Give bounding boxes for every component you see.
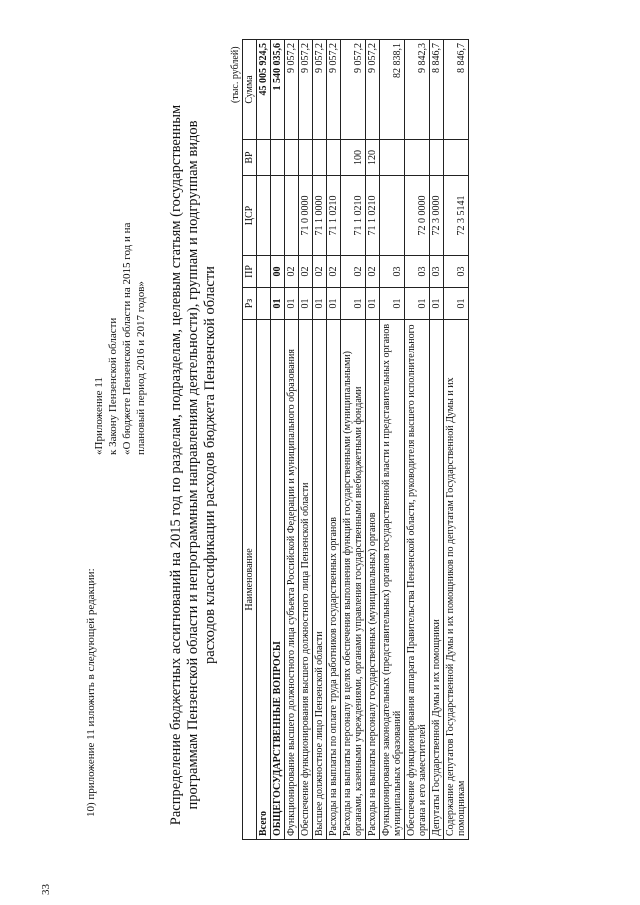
cell-pr: 03 — [380, 256, 405, 288]
cell-sum: 9 842,3 — [405, 40, 430, 140]
cell-vr — [430, 140, 444, 176]
cell-vr — [257, 140, 271, 176]
cell-sum: 9 057,2 — [313, 40, 327, 140]
cell-rz: 01 — [313, 288, 327, 320]
cell-rz: 01 — [285, 288, 299, 320]
cell-rz: 01 — [341, 288, 366, 320]
cell-pr: 03 — [444, 256, 469, 288]
title-line: программам Пензенской области и непрограммным направлениям деятельности), группам и подгруппам видов — [185, 120, 201, 810]
cell-vr — [380, 140, 405, 176]
title-line: Распределение бюджетных ассигнований на 2015 год по разделам, подразделам, целевым статьям (государственным — [168, 104, 184, 826]
appendix-line: «О бюджете Пензенской области на 2015 год и на — [121, 222, 133, 455]
cell-csr — [380, 176, 405, 256]
appendix-line: «Приложение 11 — [93, 377, 105, 455]
cell-rz — [257, 288, 271, 320]
cell-pr: 03 — [430, 256, 444, 288]
cell-vr: 100 — [341, 140, 366, 176]
cell-csr: 72 0 0000 — [405, 176, 430, 256]
cell-rz: 01 — [444, 288, 469, 320]
cell-pr: 02 — [327, 256, 341, 288]
cell-pr: 02 — [299, 256, 313, 288]
cell-csr — [271, 176, 285, 256]
cell-vr — [405, 140, 430, 176]
table-row — [285, 40, 299, 840]
table-row — [380, 40, 405, 840]
cell-sum: 9 057,2 — [366, 40, 380, 140]
cell-name: Расходы на выплаты по оплате труда работников государственных органов — [327, 320, 341, 840]
table-row — [430, 40, 444, 840]
cell-csr — [285, 176, 299, 256]
cell-pr: 03 — [405, 256, 430, 288]
cell-csr: 71 1 0210 — [341, 176, 366, 256]
header-vr: ВР — [243, 140, 257, 176]
cell-sum: 9 057,2 — [285, 40, 299, 140]
cell-vr — [299, 140, 313, 176]
cell-pr: 02 — [313, 256, 327, 288]
cell-name: Всего — [257, 320, 271, 840]
title-line: расходов классификации расходов бюджета Пензенской области — [202, 266, 218, 664]
cell-sum: 8 846,7 — [430, 40, 444, 140]
header-sum: Сумма — [243, 40, 257, 140]
header-csr: ЦСР — [243, 176, 257, 256]
table-row — [444, 40, 469, 840]
cell-vr — [313, 140, 327, 176]
cell-name: Обеспечение функционирования высшего должностного лица Пензенской области — [299, 320, 313, 840]
cell-rz: 01 — [271, 288, 285, 320]
intro-text: 10) приложение 11 изложить в следующей редакции: — [85, 568, 97, 817]
cell-name: Обеспечение функционирования аппарата Правительства Пензенской области, руководителя высшего исполнительного органа и его заместителей — [405, 320, 430, 840]
table-header-row — [243, 40, 257, 840]
cell-csr: 72 3 5141 — [444, 176, 469, 256]
header-pr: ПР — [243, 256, 257, 288]
cell-name: Содержание депутатов Государственной Думы и их помощников по депутатам Государственной Думы и их помощникам — [444, 320, 469, 840]
cell-name: Депутаты Государственной Думы и их помощники — [430, 320, 444, 840]
cell-rz: 01 — [405, 288, 430, 320]
budget-table — [242, 39, 469, 840]
cell-pr: 02 — [285, 256, 299, 288]
cell-vr — [327, 140, 341, 176]
table-row — [299, 40, 313, 840]
cell-csr: 71 0 0000 — [299, 176, 313, 256]
cell-rz: 01 — [327, 288, 341, 320]
cell-rz: 01 — [299, 288, 313, 320]
table-row — [366, 40, 380, 840]
header-rz: Рз — [243, 288, 257, 320]
cell-name: Расходы на выплаты персоналу государственных (муниципальных) органов — [366, 320, 380, 840]
table-row — [405, 40, 430, 840]
cell-vr: 120 — [366, 140, 380, 176]
cell-csr — [257, 176, 271, 256]
appendix-header — [92, 223, 148, 455]
table-row — [327, 40, 341, 840]
cell-sum: 8 846,7 — [444, 40, 469, 140]
cell-vr — [285, 140, 299, 176]
cell-rz: 01 — [380, 288, 405, 320]
page-number: 33 — [40, 884, 52, 895]
cell-rz: 01 — [430, 288, 444, 320]
document-title — [168, 65, 219, 865]
cell-csr: 71 1 0210 — [327, 176, 341, 256]
cell-pr: 02 — [341, 256, 366, 288]
units-label: (тыс. рублей) — [230, 46, 241, 103]
cell-pr: 02 — [366, 256, 380, 288]
cell-sum: 9 057,2 — [341, 40, 366, 140]
appendix-line: плановый период 2016 и 2017 годов» — [135, 281, 147, 455]
cell-pr: 00 — [271, 256, 285, 288]
cell-vr — [444, 140, 469, 176]
cell-name: ОБЩЕГОСУДАРСТВЕННЫЕ ВОПРОСЫ — [271, 320, 285, 840]
cell-sum: 45 005 924,5 — [257, 40, 271, 140]
cell-name: Расходы на выплаты персоналу в целях обеспечения выполнения функций государственными (муниципальными) органами, казенными учреждениями, органами управления государственными внебюджетными фондами — [341, 320, 366, 840]
cell-csr: 71 1 0000 — [313, 176, 327, 256]
table-row — [313, 40, 327, 840]
table-row — [341, 40, 366, 840]
cell-name: Высшее должностное лицо Пензенской области — [313, 320, 327, 840]
header-name: Наименование — [243, 320, 257, 840]
cell-pr — [257, 256, 271, 288]
cell-name: Функционирование законодательных (представительных) органов государственной власти и представительных органов муниципальных образований — [380, 320, 405, 840]
table-row — [257, 40, 271, 840]
cell-sum: 9 057,2 — [299, 40, 313, 140]
cell-rz: 01 — [366, 288, 380, 320]
cell-sum: 82 838,1 — [380, 40, 405, 140]
cell-csr: 72 3 0000 — [430, 176, 444, 256]
cell-csr: 71 1 0210 — [366, 176, 380, 256]
cell-vr — [271, 140, 285, 176]
appendix-line: к Закону Пензенской области — [107, 317, 119, 455]
cell-sum: 9 057,2 — [327, 40, 341, 140]
cell-name: Функционирование высшего должностного лица субъекта Российской Федерации и муниципального образования — [285, 320, 299, 840]
table-row — [271, 40, 285, 840]
cell-sum: 1 540 035,6 — [271, 40, 285, 140]
